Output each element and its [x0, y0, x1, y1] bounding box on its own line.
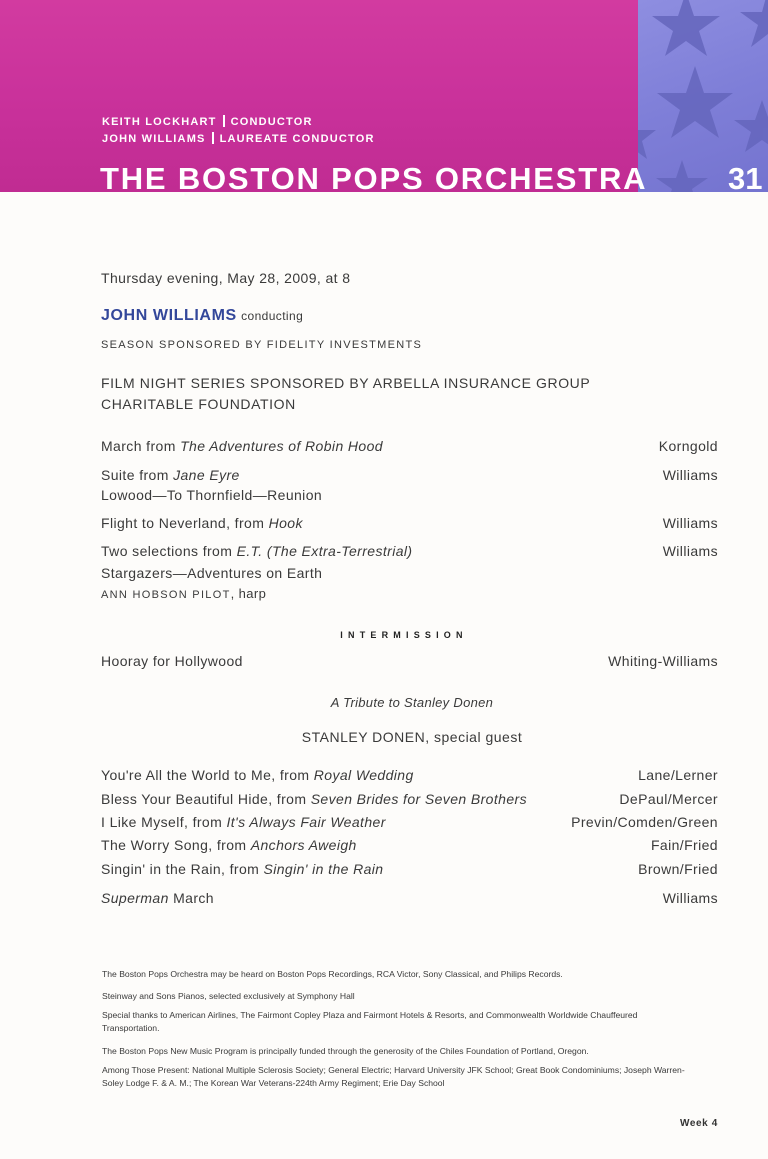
orchestra-title: THE BOSTON POPS ORCHESTRA	[100, 161, 648, 192]
laureate-role: LAUREATE CONDUCTOR	[219, 133, 375, 145]
program-item	[101, 814, 386, 830]
soloist-instrument: , harp	[230, 586, 267, 601]
item-title: March	[168, 890, 214, 906]
item-title: Suite from	[101, 467, 174, 483]
item-title: March from	[101, 438, 181, 454]
conductor-name: JOHN WILLIAMS	[101, 307, 237, 324]
item-work: Superman	[101, 890, 169, 906]
closer-composer: Williams	[662, 890, 718, 906]
item-composer: Korngold	[658, 438, 718, 454]
item-composer: Williams	[662, 467, 718, 483]
series-sponsor-line-2: CHARITABLE FOUNDATION	[101, 396, 296, 412]
footer-note: Among Those Present: National Multiple Sclerosis Society; General Electric; Harvard University JFK School; Great Book Condominiums; Joseph Warren-Soley Lodge F. & A. M.; The Korean War Veterans-224th Army Regiment; Erie Day School	[102, 1065, 685, 1088]
item-composer: DePaul/Mercer	[619, 791, 718, 807]
program-item	[101, 837, 357, 853]
item-work: E.T. (The Extra-Terrestrial)	[236, 543, 413, 559]
program-item	[101, 767, 414, 783]
program-item	[101, 467, 240, 483]
item-title: Two selections from	[101, 543, 237, 559]
special-guest: STANLEY DONEN, special guest	[301, 729, 523, 745]
footer-note: Steinway and Sons Pianos, selected exclusively at Symphony Hall	[102, 991, 355, 1001]
program-item	[101, 861, 384, 877]
item-work: It's Always Fair Weather	[226, 814, 386, 830]
item-work: Hook	[268, 515, 303, 531]
season-sponsor: SEASON SPONSORED BY FIDELITY INVESTMENTS	[101, 339, 423, 351]
intermission-label: INTERMISSION	[340, 630, 468, 640]
soloist-name: ANN HOBSON PILOT	[101, 589, 231, 601]
divider-bar	[212, 132, 214, 144]
item-composer: Previn/Comden/Green	[571, 814, 718, 830]
page-number: 31	[728, 161, 763, 192]
item-title: You're All the World to Me, from	[101, 767, 314, 783]
item-work: Seven Brides for Seven Brothers	[310, 791, 527, 807]
item-title: I Like Myself, from	[101, 814, 227, 830]
item-work: Jane Eyre	[173, 467, 240, 483]
item-work: Singin' in the Rain	[263, 861, 384, 877]
conductor-line	[101, 307, 303, 325]
program-item	[101, 438, 383, 454]
item-title: Bless Your Beautiful Hide, from	[101, 791, 311, 807]
item-composer: Lane/Lerner	[638, 767, 718, 783]
item-composer: Williams	[662, 543, 718, 559]
item-work: Anchors Aweigh	[250, 837, 357, 853]
item-movements: Lowood—To Thornfield—Reunion	[101, 487, 323, 503]
opener-composer: Whiting-Williams	[608, 653, 718, 669]
tribute-heading: A Tribute to Stanley Donen	[330, 695, 494, 710]
item-composer: Fain/Fried	[650, 837, 718, 853]
item-work: The Adventures of Robin Hood	[180, 438, 383, 454]
item-title: Flight to Neverland, from	[101, 515, 269, 531]
closer-item	[101, 890, 214, 906]
program-item	[101, 515, 303, 531]
credit-laureate	[102, 132, 375, 145]
program-item	[101, 543, 412, 559]
soloist-line	[101, 585, 266, 601]
opener-title: Hooray for Hollywood	[101, 653, 243, 669]
item-title: Singin' in the Rain, from	[101, 861, 264, 877]
item-composer: Brown/Fried	[638, 861, 718, 877]
conductor-name: KEITH LOCKHART	[102, 116, 217, 128]
series-sponsor-line-1: FILM NIGHT SERIES SPONSORED BY ARBELLA INSURANCE GROUP	[101, 375, 591, 391]
credit-conductor	[102, 115, 313, 128]
laureate-name: JOHN WILLIAMS	[102, 133, 206, 145]
header-banner	[0, 0, 768, 192]
item-work: Royal Wedding	[313, 767, 414, 783]
conductor-role: CONDUCTOR	[230, 116, 313, 128]
footer-note: The Boston Pops New Music Program is principally funded through the generosity of the Chiles Foundation of Portland, Oregon.	[102, 1046, 589, 1056]
concert-date: Thursday evening, May 28, 2009, at 8	[101, 270, 351, 286]
item-title: The Worry Song, from	[101, 837, 251, 853]
item-composer: Williams	[662, 515, 718, 531]
conductor-suffix: conducting	[241, 309, 304, 323]
footer-note: Special thanks to American Airlines, The Fairmont Copley Plaza and Fairmont Hotels & Resorts, and Commonwealth Worldwide Chauffeured Transportation.	[102, 1010, 638, 1033]
footer-note: The Boston Pops Orchestra may be heard on Boston Pops Recordings, RCA Victor, Sony Classical, and Philips Records.	[102, 969, 563, 979]
program-item	[101, 791, 527, 807]
item-movements: Stargazers—Adventures on Earth	[101, 565, 323, 581]
week-label: Week 4	[680, 1118, 718, 1129]
divider-bar	[223, 115, 225, 127]
